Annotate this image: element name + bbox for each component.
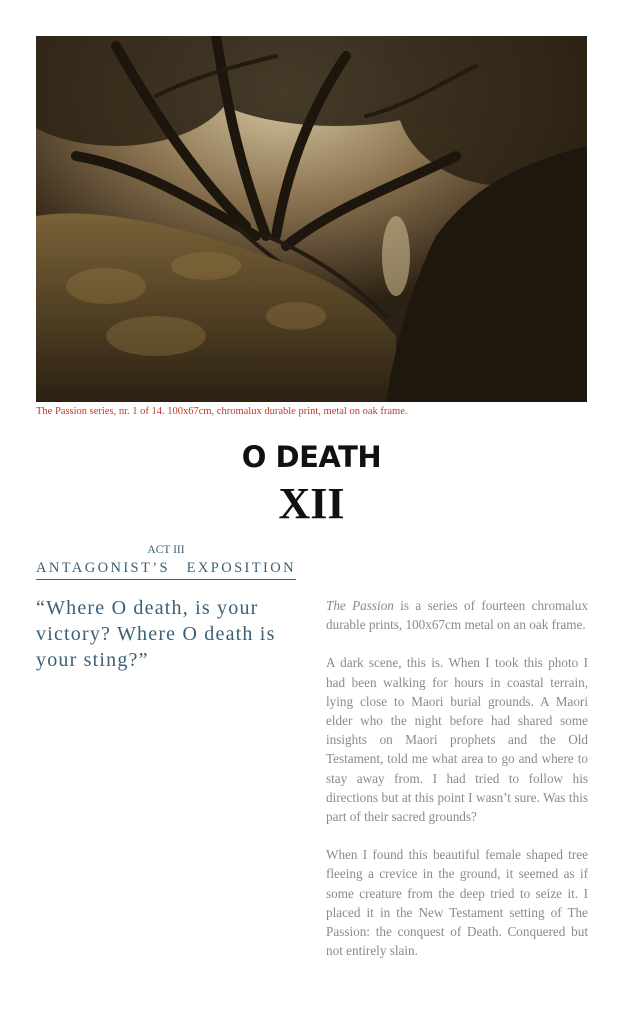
act-label: ACT III	[147, 544, 185, 556]
body-text	[326, 596, 588, 979]
paragraph-1	[326, 596, 588, 634]
section-heading-left: ANTAGONIST’S	[36, 560, 170, 576]
section-heading-right: EXPOSITION	[186, 560, 296, 576]
paragraph-2: A dark scene, this is. When I took this photo I had been walking for hours in coastal terrain, lying close to Maori burial grounds. A Maori elder who the night before had shared some insights on Maori prophets and the Old Testament, told me what area to go and where to stay away from. I had tried to follow his directions but at this point I wasn’t sure. Was this part of their sacred grounds?	[326, 655, 588, 825]
photo-caption: The Passion series, nr. 1 of 14. 100x67cm, chromalux durable print, metal on oak frame.	[36, 406, 408, 417]
pull-quote: “Where O death, is your victory? Where O death is your sting?”	[36, 597, 276, 671]
series-title: The Passion	[326, 598, 394, 613]
paragraph-1-text: is a series of fourteen chromalux durable prints, 100x67cm metal on an oak frame.	[326, 598, 588, 633]
page-title: O DEATH	[241, 440, 382, 474]
tree-crevice-image	[36, 36, 587, 402]
paragraph-3: When I found this beautiful female shaped tree fleeing a crevice in the ground, it seemed as if some creature from the deep tried to seize it. I placed it in the New Testament setting of The Passion: the conquest of Death. Conquered but not entirely slain.	[326, 847, 588, 959]
artwork-photo	[36, 36, 587, 402]
roman-numeral: XII	[278, 479, 345, 528]
section-heading	[36, 560, 296, 580]
